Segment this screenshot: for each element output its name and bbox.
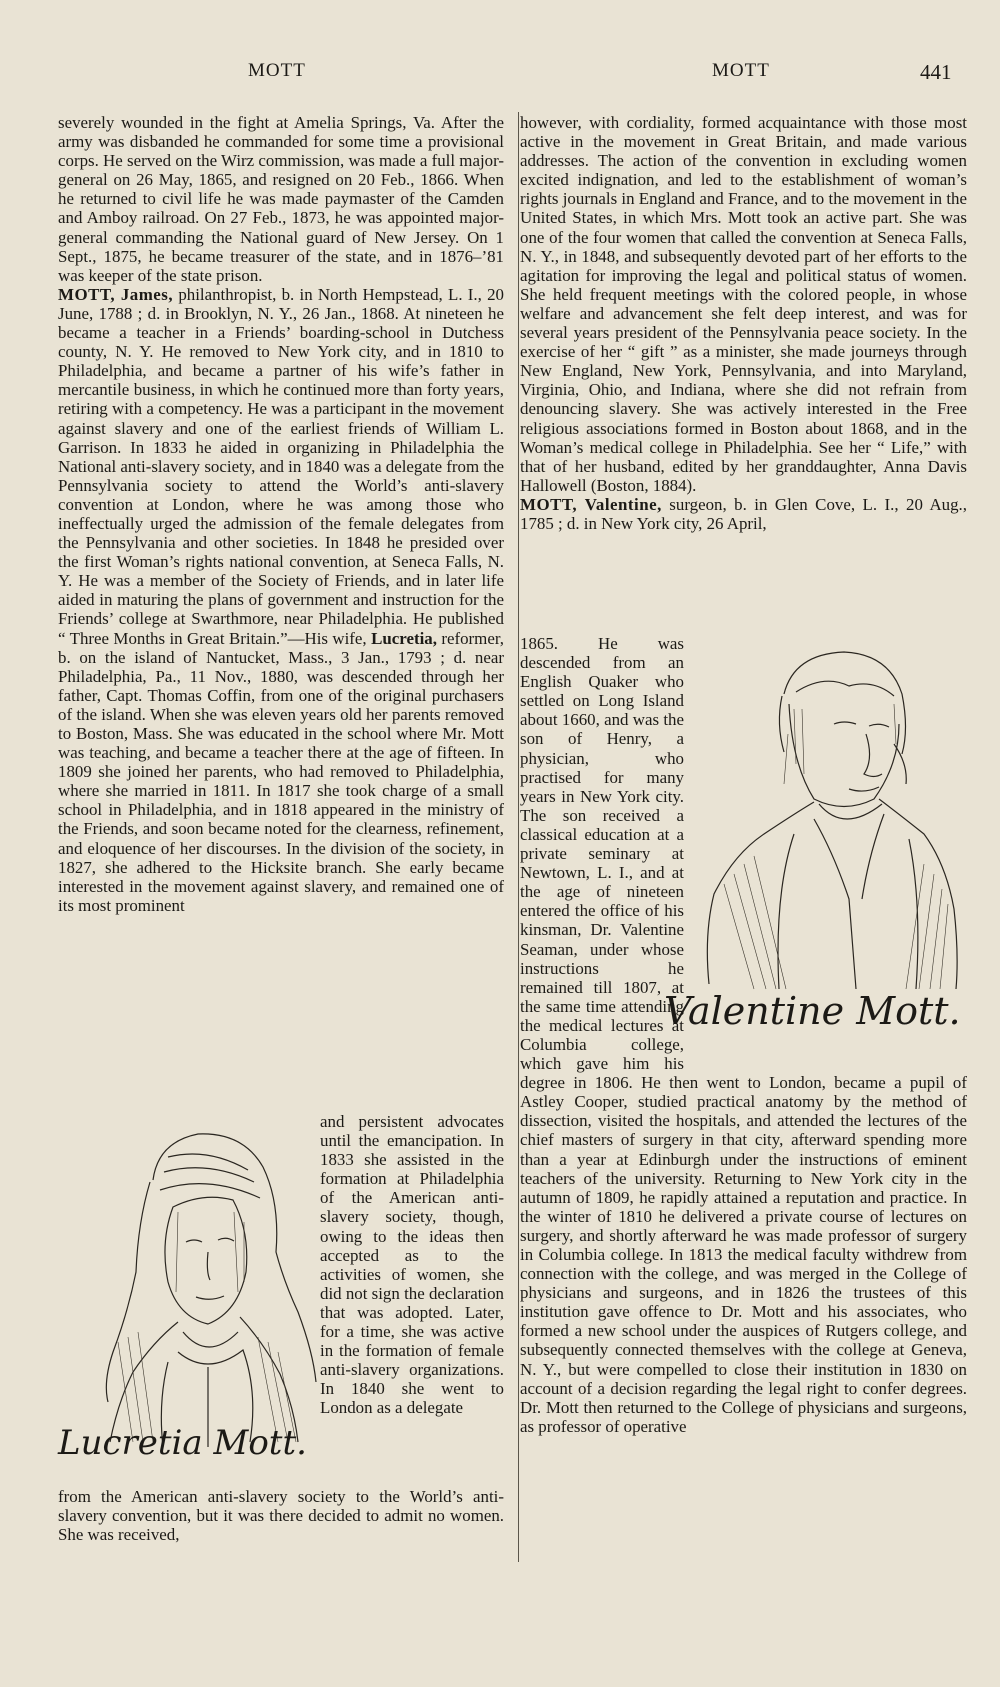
entry-heading-lucretia: Lucretia, [371, 628, 437, 648]
left-paragraph-1 [58, 113, 504, 915]
left-text-3: reformer, b. on the island of Nantucket, Mass., 3 Jan., 1793 ; d. near Philadelphia, Pa., 11 Nov., 1880, was descended through her father, Capt. Thomas Coffin, from one of the original purchasers of the island. When she was eleven years old her parents removed to Boston, Mass. She was educated in the school where Mr. Mott was teaching, and became a teacher there at the age of fifteen. In 1809 she joined her parents, who had removed to Philadelphia, where she married in 1811. In 1817 she took charge of a small school in Philadelphia, and in 1818 appeared in the ministry of the Friends, and soon became noted for the clearness, refinement, and eloquence of her discourses. In the division of the society, in 1827, she adhered to the Hicksite branch. She early became interested in the movement against slavery, and remained one of its most prominent [58, 628, 504, 915]
right-text-3: medical lectures at Columbia college, which gave him his degree in 1806. He then went to London, became a pupil of Astley Cooper, studied practical anatomy by the method of dissection, visited the hospitals, and attended the lectures of the chief masters of surgery in that city, afterward spending more than a year at Edinburgh under the instructions of eminent teachers of the university. Returning to New York city in the autumn of 1809, he rapidly attained a reputation and practice. In the winter of 1810 he delivered a private course of lectures on surgery, and shortly afterward he was made professor of surgery in Columbia college. In 1813 the medical faculty withdrew from connection with the college, and was merged in the College of physicians and surgeons, and in 1826 the trustees of this institution gave offence to Dr. Mott and his associates, who formed a new school under the auspices of Rutgers college, and subsequently connected themselves with the college at Geneva, N. Y., but were compelled to close their institution in 1830 on account of a decision regarding the legal right to confer degrees. Dr. Mott then returned to the College of physicians and surgeons, as professor of operative [520, 1015, 967, 1436]
right-wrap-block [520, 634, 967, 1436]
running-head-left: MOTT [248, 60, 306, 81]
entry-heading-valentine: MOTT, Valentine, [520, 494, 662, 514]
page-number: 441 [920, 60, 952, 84]
left-bottom-text: from the American anti-slavery society to the World’s anti-slavery convention, but it was there decided to admit no women. She was received, [58, 1487, 504, 1545]
entry-heading-james: MOTT, James, [58, 284, 174, 304]
valentine-portrait-figure [664, 634, 967, 1064]
valentine-signature: Valentine Mott. [664, 989, 961, 1033]
lucretia-portrait-figure [58, 1112, 320, 1487]
lucretia-signature: Lucretia Mott. [58, 1423, 307, 1463]
right-paragraph-1 [520, 113, 967, 533]
right-column [520, 113, 967, 533]
valentine-portrait-icon [684, 634, 967, 999]
left-wrap-block [58, 1112, 504, 1487]
running-head-right: MOTT [712, 60, 770, 81]
left-text-2: philanthropist, b. in North Hempstead, L. I., 20 June, 1788 ; d. in Brooklyn, N. Y., 26 Jan., 1868. At nineteen he became a teacher in a Friends’ boarding-school in Dutchess county, N. Y. He removed to New York city, and in 1810 to Philadelphia, and became a partner of his wife’s father in mercantile business, in which he continued more than forty years, retiring with a competency. He was a participant in the movement against slavery and one of the earliest friends of William L. Garrison. In 1833 he aided in organizing in Philadelphia the National anti-slavery society, and in 1840 was a delegate from the Pennsylvania society to attend the World’s anti-slavery convention at London, where he was among those who ineffectually urged the admission of the female delegates from the Pennsylvania and other societies. In 1848 he presided over the first Woman’s rights national convention, at Seneca Falls, N. Y. He was a member of the Society of Friends, and in later life aided in maturing the plans of government and instruction for the Friends’ college at Swarthmore, near Philadelphia. He published “ Three Months in Great Britain.”—His wife, [58, 284, 504, 648]
left-wrap-text: and persistent advocates until the emancipation. In 1833 she assisted in the formation at Philadelphia of the American anti-slavery society, though, owing to the ideas then accepted as to the activities of women, she did not sign the declaration that was adopted. Later, for a time, she was active in the formation of female anti-slavery organizations. In 1840 she went to London as a delegate [320, 1112, 504, 1418]
right-text-2: surgeon, b. in Glen Cove, L. I., 20 Aug., 1785 ; d. in New York city, 26 April, [520, 494, 967, 533]
left-column [58, 113, 504, 915]
column-divider [518, 112, 519, 1562]
left-text-1: severely wounded in the fight at Amelia Springs, Va. After the army was disbanded he commanded for some time a provisional corps. He served on the Wirz commission, was made a full major-general on 26 May, 1865, and resigned on 20 Feb., 1866. When he returned to civil life he was made paymaster of the Camden and Amboy railroad. On 27 Feb., 1873, he was appointed major-general commanding the National guard of New Jersey. On 1 Sept., 1875, he became treasurer of the state, and in 1876–’81 was keeper of the state prison. [58, 113, 504, 285]
right-text-1: however, with cordiality, formed acquaintance with those most active in the movement in Great Britain, and made various addresses. The action of the convention in excluding women excited indignation, and led to the establishment of woman’s rights journals in England and France, and to the movement in the United States, in which Mrs. Mott took an active part. She was one of the four women that called the convention at Seneca Falls, N. Y., in 1848, and subsequently devoted part of her efforts to the agitation for improving the legal and political status of women. She held frequent meetings with the colored people, in whose welfare and advancement she felt deep interest, and was for several years president of the Pennsylvania peace society. In the exercise of her “ gift ” as a minister, she made journeys through New England, New York, Pennsylvania, and into Maryland, Virginia, Ohio, and Indiana, where she did not refrain from denouncing slavery. She was actively interested in the Free religious associations formed in Boston about 1868, and in the Woman’s medical college in Philadelphia. See her “ Life,” with that of her husband, edited by her granddaughter, Anna Davis Hallowell (Boston, 1884). [520, 113, 967, 495]
right-wrap-text: 1865. He was descended from an English Quaker who settled on Long Island about 1660, and was the son of Henry, a physician, who practised for many years in New York city. The son received a classical education at a private seminary at Newtown, L. I., and at the age of nineteen entered the office of his kinsman, Dr. Valentine Seaman, under whose instructions he remained till 1807, at the same time attending the [520, 634, 684, 1035]
